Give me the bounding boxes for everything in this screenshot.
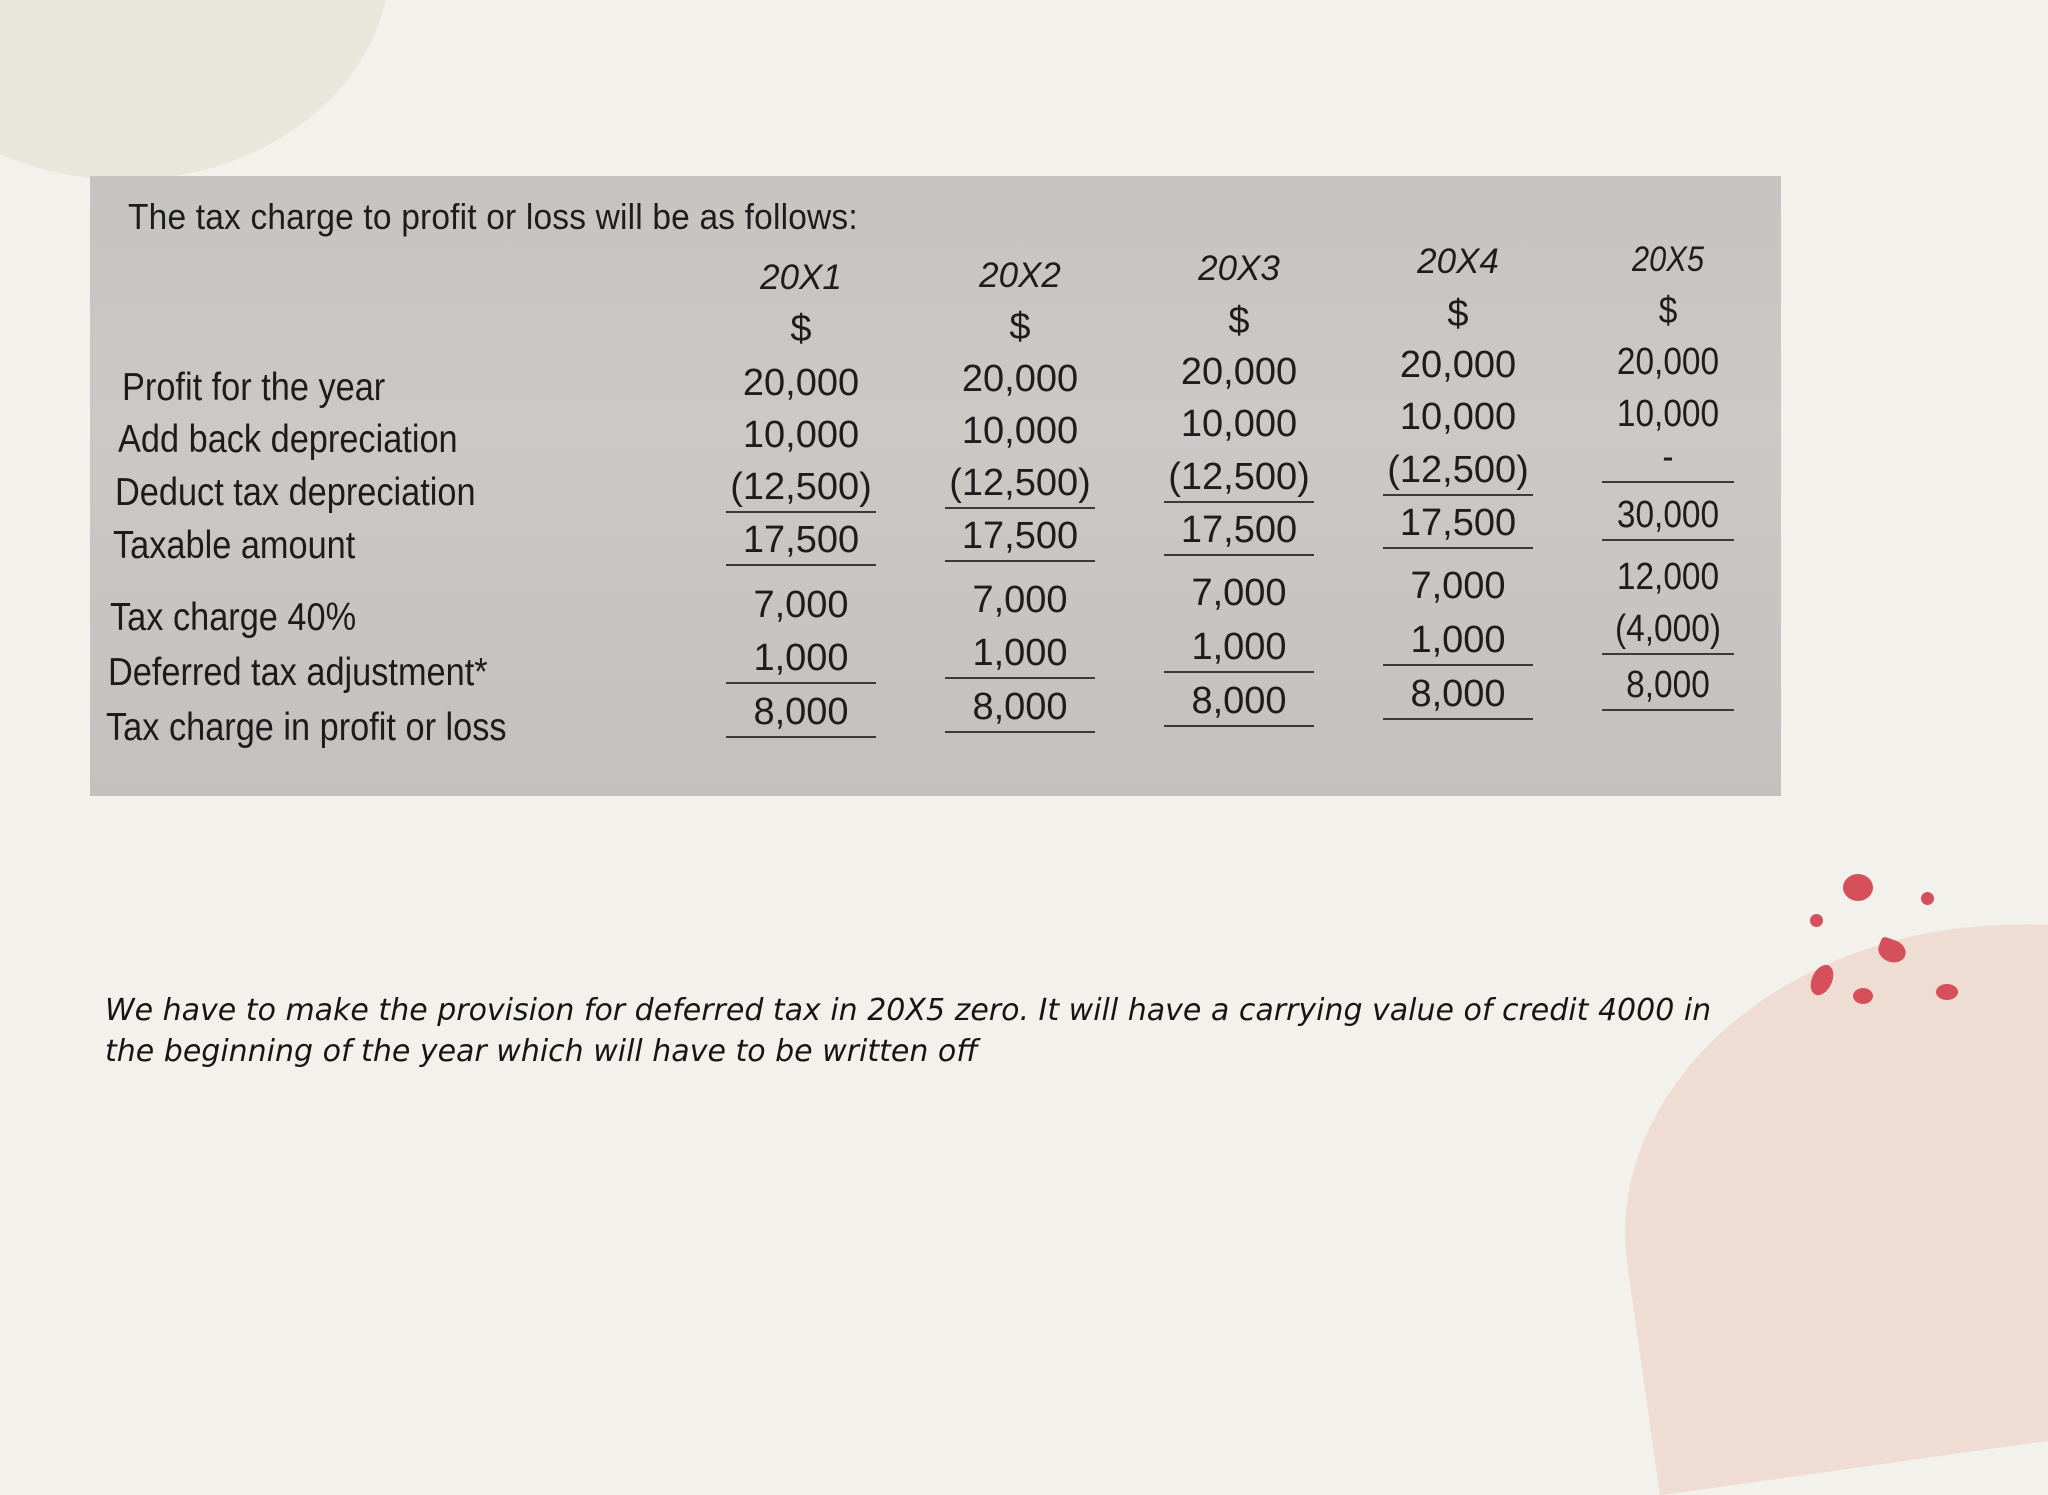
value-add-back: 10,000 [1399,396,1517,438]
column-20x1 [726,176,876,796]
currency-symbol: $ [1447,293,1469,335]
value-deduct: (12,500) [726,466,876,513]
column-year: 20X3 [1198,249,1280,288]
column-20x2 [945,176,1095,796]
currency-symbol: $ [790,308,812,350]
row-label-deferred-tax-adjustment: Deferred tax adjustment* [108,651,488,694]
value-deduct: - [1602,436,1734,483]
value-tax-charge: 7,000 [753,584,849,626]
value-deferred: 1,000 [1164,626,1314,673]
value-profit: 20,000 [742,362,860,404]
value-add-back: 10,000 [961,410,1079,452]
value-total: 8,000 [1383,673,1533,720]
value-total: 8,000 [945,686,1095,733]
row-label-profit: Profit for the year [122,366,386,409]
row-label-deduct-tax-depreciation: Deduct tax depreciation [115,471,476,514]
value-deferred: 1,000 [1383,619,1533,666]
value-taxable: 17,500 [945,515,1095,562]
value-add-back: 10,000 [1616,393,1720,435]
column-year: 20X2 [979,256,1061,295]
value-taxable: 17,500 [1164,509,1314,556]
tax-table-photo [90,176,1781,796]
value-deferred: 1,000 [945,632,1095,679]
currency-symbol: $ [1009,306,1031,348]
value-add-back: 10,000 [1180,403,1298,445]
currency-symbol: $ [1658,290,1678,332]
column-year: 20X5 [1632,240,1704,279]
row-label-taxable-amount: Taxable amount [113,524,356,567]
value-tax-charge: 12,000 [1616,556,1720,598]
decorative-blob-top-left [0,0,390,180]
value-deduct: (12,500) [1164,456,1314,503]
value-deduct: (12,500) [945,462,1095,509]
column-year: 20X4 [1417,242,1499,281]
value-tax-charge: 7,000 [972,579,1068,621]
column-20x5 [1593,176,1743,796]
column-20x4 [1383,176,1533,796]
row-label-add-back-depreciation: Add back depreciation [118,418,458,461]
explanation-text: We have to make the provision for deferred tax in 20X5 zero. It will have a carrying value of credit 4000 in the beginning of the year which will have to be written off [105,993,1712,1069]
value-taxable: 30,000 [1602,494,1734,541]
column-20x3 [1164,176,1314,796]
decorative-dot [1843,874,1873,901]
column-year: 20X1 [760,258,842,297]
value-total: 8,000 [1164,680,1314,727]
value-deferred: 1,000 [726,637,876,684]
value-tax-charge: 7,000 [1410,565,1506,607]
value-total: 8,000 [1602,664,1734,711]
value-taxable: 17,500 [726,519,876,566]
row-label-tax-charge-profit-loss: Tax charge in profit or loss [106,706,507,749]
value-profit: 20,000 [1616,341,1720,383]
value-deduct: (12,500) [1383,449,1533,496]
value-deferred: (4,000) [1602,608,1734,655]
row-label-tax-charge: Tax charge 40% [110,596,357,639]
decorative-dot [1936,984,1958,1000]
value-taxable: 17,500 [1383,502,1533,549]
currency-symbol: $ [1228,300,1250,342]
value-add-back: 10,000 [742,414,860,456]
value-total: 8,000 [726,691,876,738]
value-profit: 20,000 [1399,344,1517,386]
decorative-dot [1921,892,1934,905]
value-tax-charge: 7,000 [1191,572,1287,614]
value-profit: 20,000 [961,358,1079,400]
decorative-dot [1853,988,1873,1004]
decorative-dot [1810,914,1823,927]
intro-text: The tax charge to profit or loss will be as follows: [128,196,858,237]
value-profit: 20,000 [1180,351,1298,393]
